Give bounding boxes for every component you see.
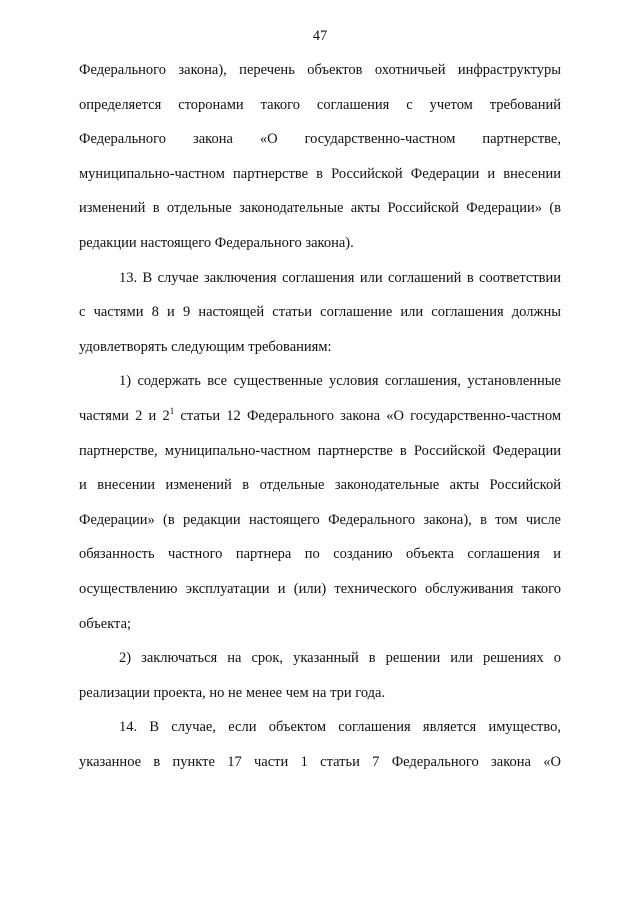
text-line: муниципально-частном партнерстве в Российской Федерации и внесении	[79, 165, 561, 182]
text-line: реализации проекта, но не менее чем на три года.	[79, 684, 386, 701]
text-line: 13. В случае заключения соглашения или соглашений в соответствии	[119, 269, 561, 286]
text-line: редакции настоящего Федерального закона).	[79, 234, 354, 251]
text-line: 14. В случае, если объектом соглашения является имущество,	[119, 719, 561, 736]
text-line: партнерстве, муниципально-частном партнерстве в Российской Федерации	[79, 442, 561, 459]
text-line: указанное в пункте 17 части 1 статьи 7 Федерального закона «О	[79, 753, 561, 770]
page-number: 47	[312, 28, 328, 44]
text-line: и внесении изменений в отдельные законодательные акты Российской	[79, 477, 561, 494]
list-item-1	[79, 364, 561, 641]
text-line: осуществлению эксплуатации и (или) технического обслуживания такого	[79, 580, 561, 597]
text-line: 1) содержать все существенные условия соглашения, установленные	[119, 373, 561, 390]
text-line: удовлетворять следующим требованиям:	[79, 338, 332, 355]
text-line: Федерации» (в редакции настоящего Федерального закона), в том числе	[79, 511, 561, 528]
text-segment: статьи 12 Федерального закона «О государственно-частном	[174, 407, 561, 424]
document-body	[79, 53, 561, 779]
text-line: 2) заключаться на срок, указанный в решении или решениях о	[119, 650, 561, 667]
list-item-2	[79, 641, 561, 710]
text-line: с частями 8 и 9 настоящей статьи соглашение или соглашения должны	[79, 304, 561, 321]
text-line: определяется сторонами такого соглашения с учетом требований	[79, 96, 561, 113]
text-line: обязанность частного партнера по созданию объекта соглашения и	[79, 546, 561, 563]
paragraph-continuation	[79, 53, 561, 261]
text-line: Федерального закона «О государственно-частном партнерстве,	[79, 131, 561, 148]
text-line-with-superscript	[79, 399, 561, 434]
text-line: изменений в отдельные законодательные акты Российской Федерации» (в	[79, 200, 561, 217]
paragraph-13	[79, 261, 561, 365]
text-line: Федерального закона), перечень объектов охотничьей инфраструктуры	[79, 62, 561, 78]
superscript: 1	[169, 405, 175, 416]
paragraph-14	[79, 710, 561, 779]
text-segment: частями 2 и 2	[79, 407, 170, 424]
text-line: объекта;	[79, 615, 132, 632]
